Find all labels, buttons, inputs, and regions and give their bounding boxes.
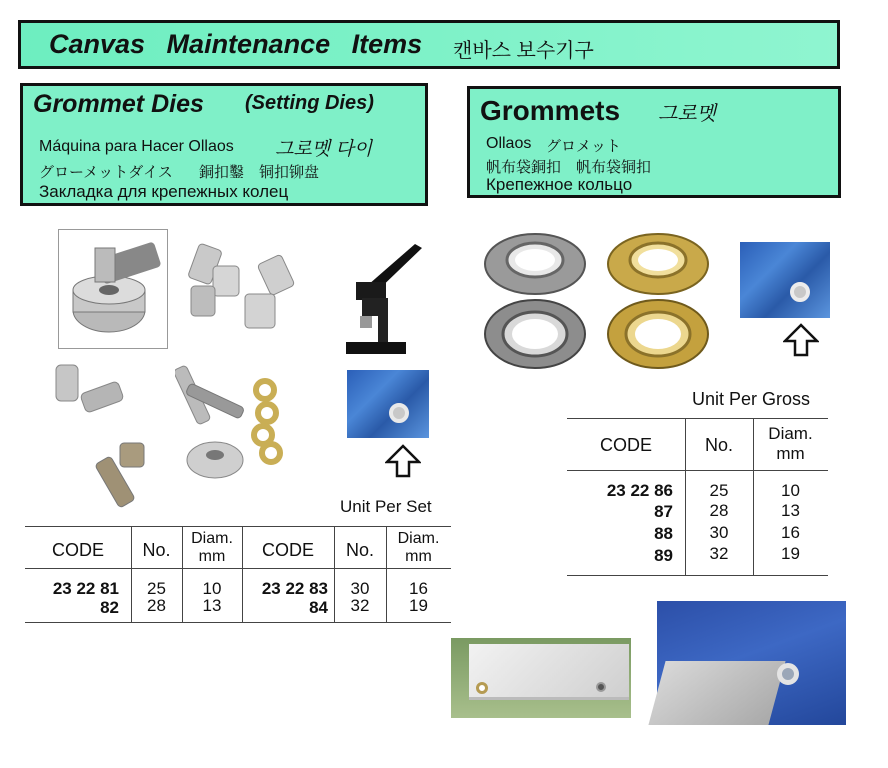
grommets-line-es: Ollaos [486, 135, 532, 152]
dies-header-no-1: No. [142, 540, 171, 560]
dies-diam-82: 13 [202, 596, 222, 615]
grommets-diam-89: 19 [781, 544, 800, 563]
grommets-code-86: 23 22 86 [606, 481, 673, 500]
grommets-title-korean: 그로멧 [658, 103, 716, 125]
dies-no-82: 28 [147, 596, 166, 615]
dies-unit-label: Unit Per Set [340, 497, 432, 516]
grommets-header-no: No. [704, 435, 733, 455]
dies-header-diam-1: Diam. mm [191, 530, 233, 565]
die-sets-photo [183, 236, 313, 336]
dies-diam-81: 10 [202, 579, 222, 598]
blue-tarp-photo [657, 601, 846, 725]
tarp-sample-photo [740, 242, 830, 318]
grommets-diam-87: 13 [781, 501, 800, 520]
grommets-line-cn1: 帆布袋銅扣 [486, 159, 562, 176]
dies-diam-84: 19 [409, 596, 428, 615]
grommets-line-ru: Крепежное кольцо [486, 175, 633, 194]
die-tool-photo [58, 229, 168, 349]
dies-line-es: Máquina para Hacer Ollaos [39, 138, 234, 155]
dies-code-82: 82 [100, 598, 119, 617]
dies-no-83: 30 [350, 579, 370, 598]
grommets-header-diam: Diam. mm [768, 424, 813, 463]
arrow-up-icon-right [783, 323, 819, 362]
white-tarp-photo [451, 638, 631, 718]
grommets-code-87: 87 [654, 502, 673, 521]
dies-header-code-1: CODE [51, 540, 104, 560]
grommets-diam-86: 10 [781, 481, 800, 500]
tarp-sample-photo-small [347, 370, 429, 438]
dies-header-code-2: CODE [261, 540, 314, 560]
grommets-code-89: 89 [654, 546, 673, 565]
dies-diam-83: 16 [409, 579, 428, 598]
dies-code-84: 84 [309, 598, 328, 617]
dies-code-81: 23 22 81 [52, 579, 119, 598]
dies-no-81: 25 [147, 579, 166, 598]
dies-line-ja: グローメットダイス [39, 164, 173, 181]
page-title-korean: 캔바스 보수기구 [453, 40, 594, 62]
dies-title: Grommet Dies [33, 90, 204, 118]
hand-press-photo [340, 232, 425, 362]
header-banner [18, 20, 840, 69]
dies-header-diam-2: Diam. mm [397, 530, 440, 565]
dies-code-83: 23 22 83 [261, 579, 328, 598]
grommets-panel [467, 86, 841, 198]
grommets-unit-label: Unit Per Gross [692, 389, 811, 409]
grommets-header-code: CODE [599, 435, 652, 455]
grommet-dies-panel [20, 83, 428, 206]
grommets-line-ja: グロメット [546, 138, 622, 155]
grommets-no-89: 32 [709, 544, 729, 563]
arrow-up-icon [385, 444, 421, 483]
brass-grommets-photo [603, 228, 713, 373]
punch-and-grommets-photo [175, 355, 290, 485]
punch-tools-photo [48, 357, 173, 517]
grommets-code-88: 88 [654, 524, 673, 543]
dies-line-cn2: 铜扣铆盘 [259, 164, 320, 181]
page-title: Canvas Maintenance Items [49, 29, 423, 59]
grommets-no-86: 25 [709, 481, 729, 500]
dies-no-84: 32 [350, 596, 370, 615]
grommets-line-cn2: 帆布袋铜扣 [576, 159, 652, 176]
dies-subtitle: (Setting Dies) [245, 92, 374, 114]
grommets-no-88: 30 [709, 523, 729, 542]
dies-line-cn1: 銅扣鑿 [199, 164, 245, 181]
dies-header-no-2: No. [345, 540, 374, 560]
dies-line-ko: 그로멧 다이 [275, 139, 373, 160]
grommets-no-87: 28 [709, 501, 729, 520]
dies-line-ru: Закладка для крепежных колец [39, 182, 289, 201]
grommets-title: Grommets [480, 95, 621, 126]
grommets-diam-88: 16 [781, 523, 800, 542]
steel-grommets-photo [480, 228, 590, 373]
